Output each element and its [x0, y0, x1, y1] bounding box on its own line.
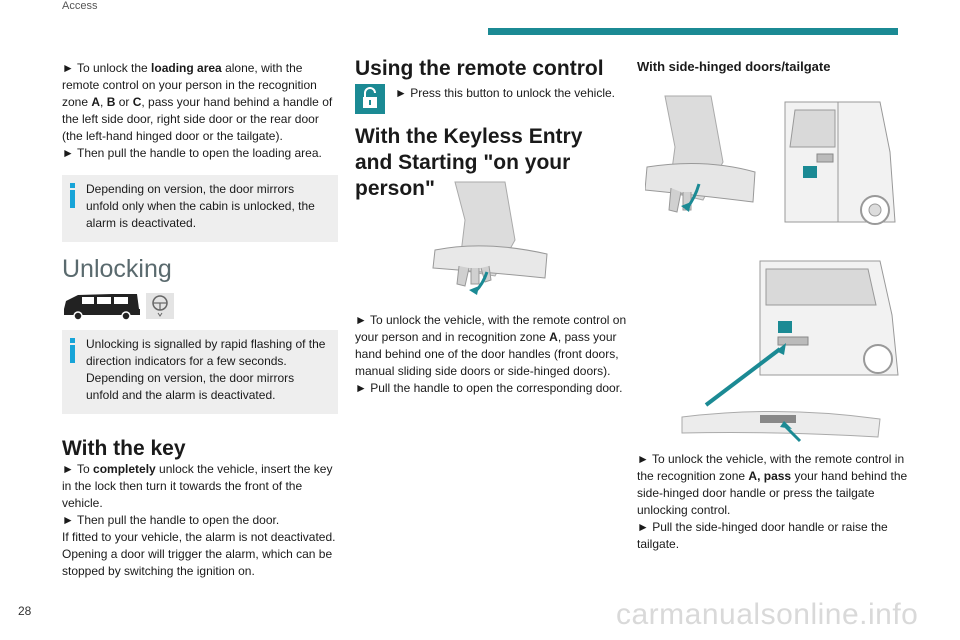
loading-area-step-1: ► To unlock the loading area alone, with the remote control on your person in the recognition zone A, B or C, pass your hand behind a handle of the left side door, right side door or the rear door (the left-hand hinged door or the tailgate).	[62, 61, 333, 143]
loading-area-instructions	[62, 60, 338, 162]
key-step-1: ► To completely unlock the vehicle, insert the key in the lock then turn it towards the front of the vehicle.	[62, 462, 333, 510]
van-unlock-icons	[62, 291, 182, 321]
watermark: carmanualsonline.info	[616, 598, 919, 631]
key-alarm-note: If fitted to your vehicle, the alarm is not deactivated. Opening a door will trigger the alarm, which can be stopped by switching the ignition on.	[62, 530, 336, 578]
key-instructions	[62, 461, 338, 580]
unlocking-heading: Unlocking	[62, 255, 172, 283]
section-title: Access	[62, 0, 98, 12]
info-note-mirrors: Depending on version, the door mirrors unfold only when the cabin is unlocked, the alarm is deactivated.	[62, 175, 338, 242]
hand-door-handle-illustration	[425, 180, 555, 305]
keyless-step-1: ► To unlock the vehicle, with the remote control on your person and in recognition zone A, pass your hand behind one of the door handles (front doors, manual sliding side doors or side-hinged doors).	[355, 313, 627, 378]
van-icon	[64, 294, 140, 320]
info-icon	[70, 338, 75, 364]
keyless-entry-heading: With the Keyless Entry and Starting "on your person"	[355, 125, 583, 200]
side-hinged-heading: With side-hinged doors/tailgate	[637, 59, 831, 74]
header-accent-bar	[488, 28, 898, 35]
with-the-key-heading: With the key	[62, 437, 186, 460]
side-hinged-instructions	[637, 451, 912, 553]
padlock-unlock-icon	[355, 84, 385, 114]
remote-control-instruction: ► Press this button to unlock the vehicle.	[395, 86, 615, 100]
loading-area-step-2: ► Then pull the handle to open the loading area.	[62, 146, 322, 160]
info-note-unlocking: Unlocking is signalled by rapid flashing of the direction indicators for a few seconds. Depending on version, the door mirrors unfold and the alarm is deactivated.	[62, 330, 338, 414]
page-number: 28	[18, 604, 32, 618]
keyless-instructions	[355, 312, 630, 397]
remote-control-heading: Using the remote control	[355, 57, 604, 80]
side-hinged-step-1: ► To unlock the vehicle, with the remote control in the recognition zone A, pass your hand behind the side-hinged door handle or press the tailgate unlocking control.	[637, 452, 908, 517]
info-icon	[70, 183, 75, 209]
tailgate-illustration	[680, 255, 900, 445]
side-hinged-step-2: ► Pull the side-hinged door handle or raise the tailgate.	[637, 520, 888, 551]
steering-wheel-icon	[146, 293, 174, 319]
key-step-2: ► Then pull the handle to open the door.	[62, 513, 280, 527]
keyless-step-2: ► Pull the handle to open the corresponding door.	[355, 381, 623, 395]
side-hinged-doors-illustration	[645, 92, 900, 232]
